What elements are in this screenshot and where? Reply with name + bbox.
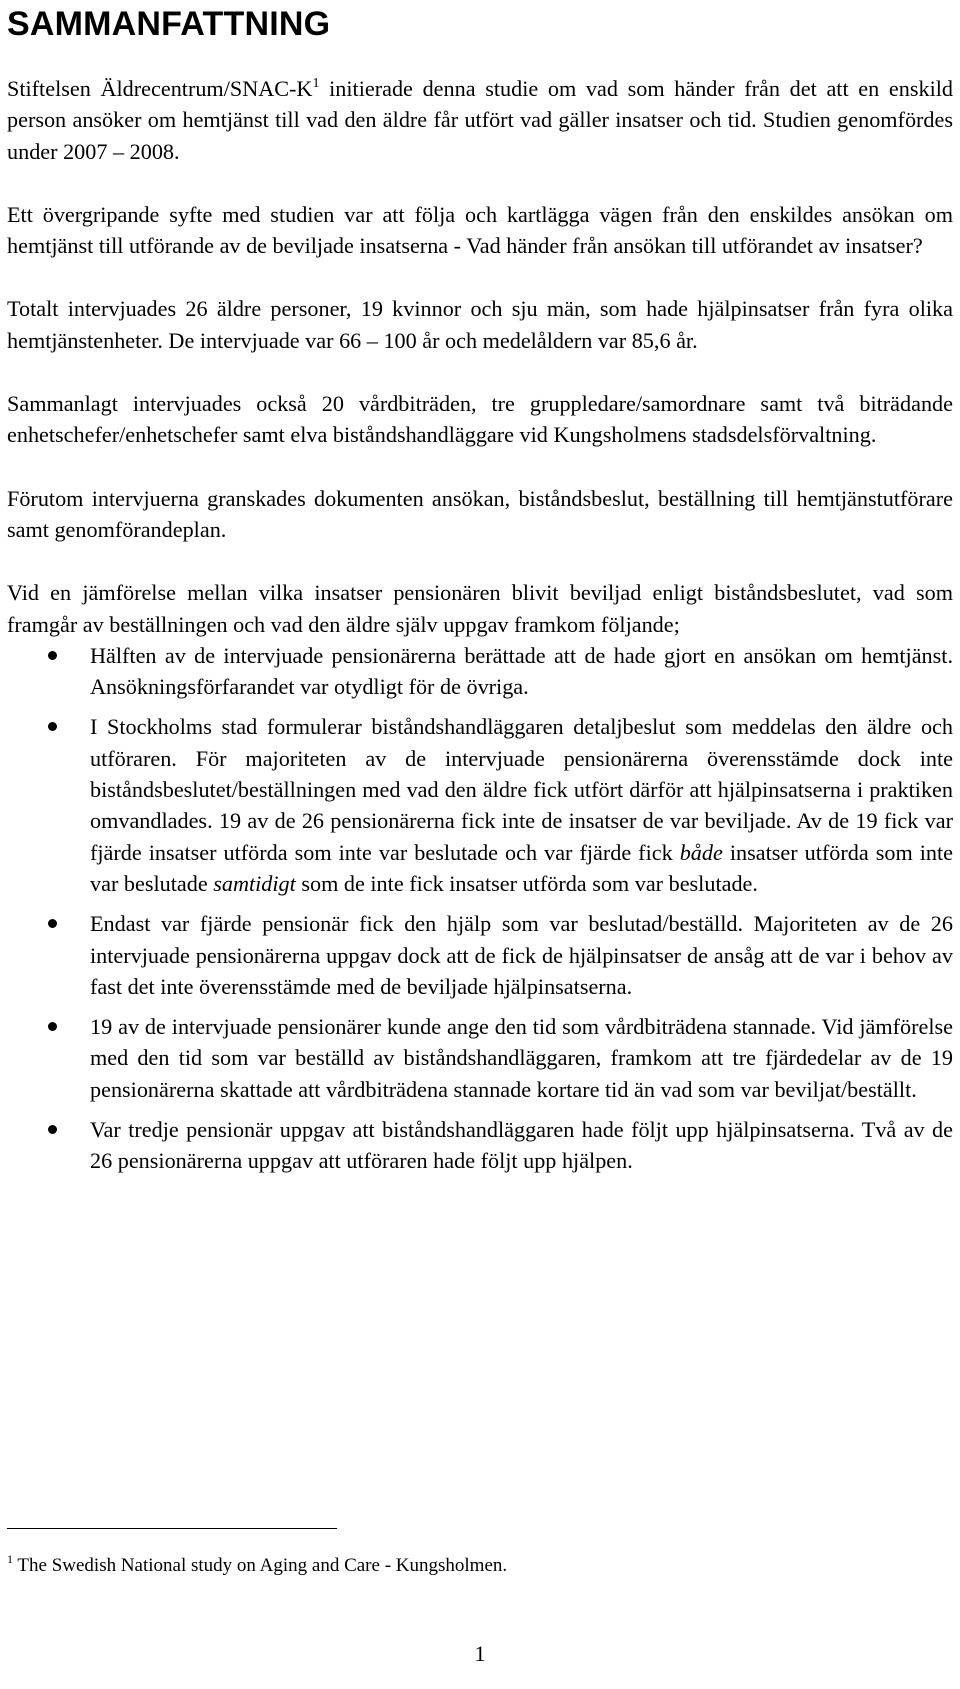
bullet-icon: [48, 1022, 57, 1031]
purpose-paragraph: Ett övergripande syfte med studien var att följa och kartlägga vägen från den enskildes ansökan om hemtjänst till utförande av de beviljade insatserna - Vad händer från ansökan till utförandet av insatser?: [7, 201, 953, 259]
list-item: [7, 908, 953, 1002]
list-item-text: Var tredje pensionär uppgav att biståndshandläggaren hade följt upp hjälpinsatserna. Två av de 26 pensionärerna uppgav att utföraren hade följt upp hjälpen.: [90, 1117, 953, 1174]
footnote: [7, 1554, 507, 1578]
list-item: [7, 640, 953, 703]
documents-paragraph: Förutom intervjuerna granskades dokumenten ansökan, biståndsbeslut, beställning till hemtjänstutförare samt genomförandeplan.: [7, 485, 953, 542]
list-item: [7, 711, 953, 899]
page-title: SAMMANFATTNING: [7, 5, 331, 43]
list-item-text: Endast var fjärde pensionär fick den hjälp som var beslutad/beställd. Majoriteten av de 26 intervjuade pensionärerna uppgav dock att de fick de hjälpinsatser de ansåg att de var i behov av fast det inte överensstämde med de beviljade hjälpinsatserna.: [90, 911, 953, 999]
emphasis-text: samtidigt: [213, 870, 296, 896]
footnote-divider: [7, 1528, 337, 1529]
emphasis-text: både: [679, 839, 723, 865]
list-item-text: Hälften av de intervjuade pensionärerna berättade att de hade gjort en ansökan om hemtjänst. Ansökningsförfarandet var otydligt för de övriga.: [90, 642, 953, 700]
bullet-icon: [48, 1125, 57, 1134]
intro-paragraph: [7, 73, 953, 167]
list-item-text-part: I Stockholms stad formulerar biståndshandläggaren detaljbeslut som meddelas den äldre och utföraren. För majoriteten av de intervjuade pensionärerna överensstämde dock inte biståndsbeslutet/beställningen med vad den äldre fick utfört därför att hjälpinsatserna i praktiken omvandlades. 19 av de 26 pensionärerna fick inte de insatser de var beviljade. Av de 19 fick var fjärde insatser utförda som inte var beslutade och var fjärde fick: [90, 714, 953, 865]
list-item-text-part: insatser utförda som inte var beslutade: [90, 839, 954, 896]
list-item-text: [90, 714, 953, 895]
document-page: [7, 0, 953, 1186]
footnote-marker: 1: [7, 1552, 13, 1566]
findings-list: [7, 640, 953, 1177]
interviews-paragraph: Totalt intervjuades 26 äldre personer, 19 kvinnor och sju män, som hade hjälpinsatser från fyra olika hemtjänstenheter. De intervjuade var 66 – 100 år och medelåldern var 85,6 år.: [7, 296, 953, 353]
list-item: [7, 1011, 953, 1105]
list-item: [7, 1114, 953, 1177]
comparison-paragraph: Vid en jämförelse mellan vilka insatser pensionären blivit beviljad enligt biståndsbeslutet, vad som framgår av beställningen och vad den äldre själv uppgav framkom följande;: [7, 580, 953, 637]
bullet-icon: [48, 651, 57, 660]
page-number: 1: [474, 1641, 486, 1666]
intro-text: Stiftelsen Äldrecentrum/SNAC-K: [7, 76, 313, 101]
footnote-text: The Swedish National study on Aging and Care - Kungsholmen.: [13, 1555, 508, 1576]
intro-text-continued: initierade denna studie om vad som händer från det att en enskild person ansöker om hemtjänst till vad den äldre får utfört vad gäller insatser och tid. Studien genomfördes under 2007 – 2008.: [7, 76, 953, 164]
staff-paragraph: Sammanlagt intervjuades också 20 vårdbiträden, tre gruppledare/samordnare samt två biträdande enhetschefer/enhetschefer samt elva biståndshandläggare vid Kungsholmens stadsdelsförvaltning.: [7, 391, 953, 448]
bullet-icon: [48, 722, 57, 731]
bullet-icon: [48, 919, 57, 928]
footnote-reference[interactable]: 1: [312, 76, 320, 91]
list-item-text: 19 av de intervjuade pensionärer kunde ange den tid som vårdbiträdena stannade. Vid jämförelse med den tid som var beställd av biståndshandläggaren, framkom att tre fjärdedelar av de 19 pensionärerna skattade att vårdbiträdena stannade kortare tid än vad som var beviljat/beställt.: [90, 1014, 953, 1102]
list-item-text-part: som de inte fick insatser utförda som var beslutade.: [295, 870, 758, 896]
